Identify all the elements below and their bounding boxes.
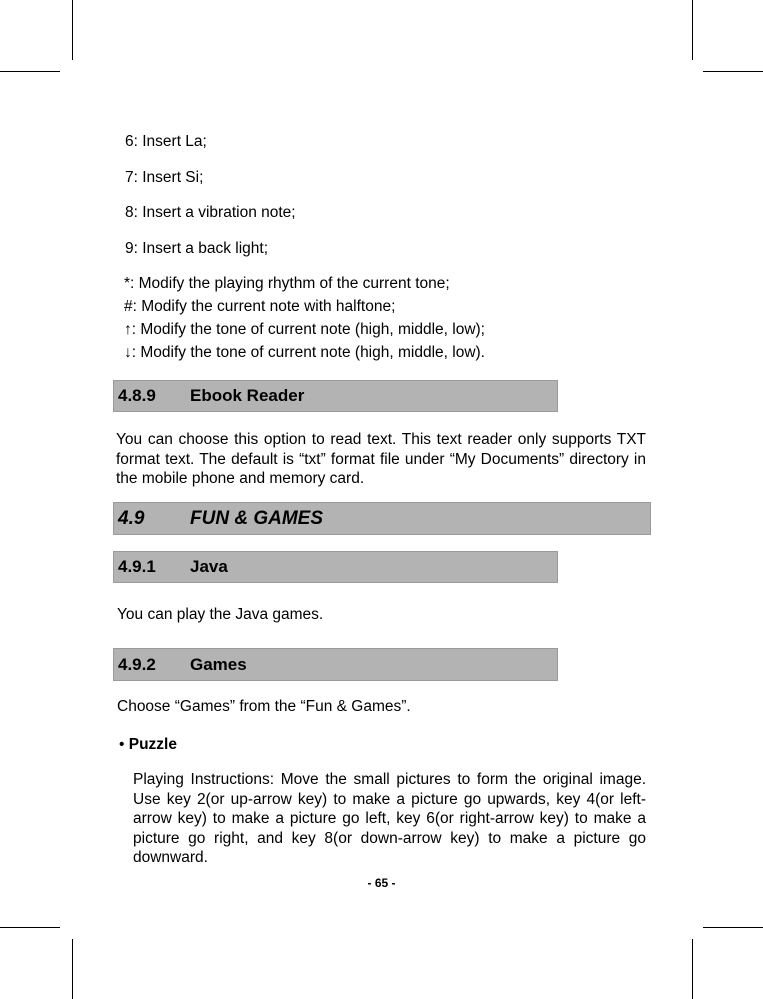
section-heading-java: [113, 551, 558, 583]
key-line-down: ↓: Modify the tone of current note (high, middle, low).: [124, 344, 485, 361]
key-line-8: 8: Insert a vibration note;: [125, 204, 296, 221]
crop-mark: [692, 0, 693, 60]
key-line-7: 7: Insert Si;: [125, 169, 204, 186]
crop-mark: [0, 927, 60, 928]
section-number: 4.9.2: [118, 654, 156, 674]
bullet: •: [119, 736, 125, 753]
crop-mark: [703, 927, 763, 928]
section-heading-ebook-reader: [113, 380, 558, 412]
key-line-hash: #: Modify the current note with halftone;: [124, 298, 396, 315]
section-title: Java: [190, 557, 228, 576]
ebook-description: You can choose this option to read text. This text reader only supports TXT format text. The default is “txt” format file under “My Documents” directory in the mobile phone and memory card.: [116, 431, 646, 487]
crop-mark: [0, 71, 60, 72]
section-number: 4.9.1: [118, 557, 156, 576]
key-line-9: 9: Insert a back light;: [125, 240, 269, 257]
chapter-heading-fun-games: [113, 502, 651, 535]
crop-mark: [72, 939, 73, 999]
key-line-6: 6: Insert La;: [125, 133, 207, 150]
section-number: 4.8.9: [118, 386, 156, 405]
section-title: Ebook Reader: [190, 386, 305, 405]
section-number: 4.9: [118, 507, 145, 529]
puzzle-label: Puzzle: [128, 736, 177, 753]
java-description: You can play the Java games.: [117, 606, 324, 623]
crop-mark: [692, 939, 693, 999]
key-line-up: ↑: Modify the tone of current note (high, middle, low);: [124, 321, 485, 338]
key-line-star: *: Modify the playing rhythm of the current tone;: [124, 275, 450, 292]
crop-mark: [72, 0, 73, 60]
games-description: Choose “Games” from the “Fun & Games”.: [117, 698, 411, 715]
section-title: Games: [190, 654, 247, 674]
section-heading-games: [113, 648, 558, 681]
puzzle-instructions: Playing Instructions: Move the small pictures to form the original image. Use key 2(or up-arrow key) to make a picture go upwards, key 4(or left-arrow key) to make a picture go left, key 6(or right-arrow key) to make a picture go right, and key 8(or down-arrow key) to make a picture go downward.: [133, 771, 646, 866]
page-number: - 65 -: [367, 876, 396, 890]
section-title: FUN & GAMES: [190, 507, 323, 529]
crop-mark: [703, 71, 763, 72]
puzzle-heading: [119, 736, 177, 754]
